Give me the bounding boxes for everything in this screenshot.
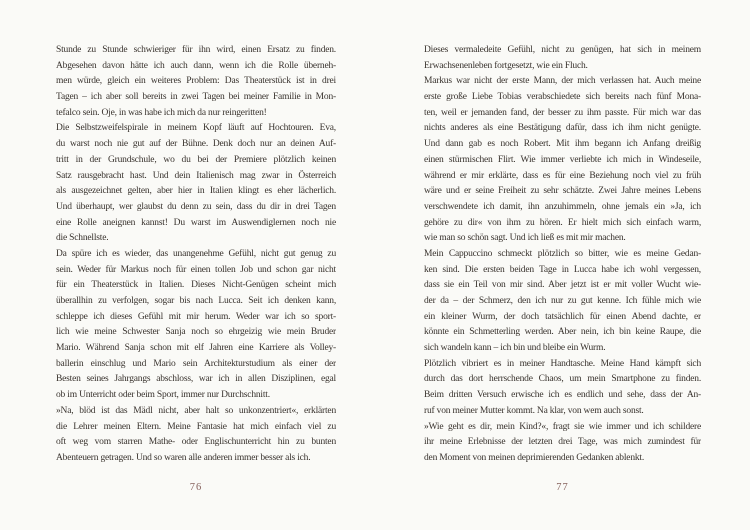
text-line: Mario. Während Sanja schon mit elf Jahren eine Karriere als Volley- — [56, 343, 336, 354]
text-line: erste große Liebe Tobias verabschiedete sich bereits nach fünf Mona- — [424, 92, 701, 103]
text-line: ein kleiner Wurm, der doch tatsächlich für einen Abend dachte, er — [424, 311, 701, 322]
text-line: »Wie geht es dir, mein Kind?«, fragt sie wie immer und ich schildere — [424, 421, 701, 432]
text-line: Tagen – ich aber soll bereits in zwei Tagen bei meiner Familie in Mon- — [56, 92, 336, 103]
text-line: einen stürmischen Flirt. Wie immer verliebte ich mich in Windeseile, — [424, 154, 701, 165]
text-line: Abgesehen davon hätte ich auch dann, wenn ich die Rolle überneh- — [56, 60, 336, 71]
text-line: Abenteuern getragen. Und so waren alle anderen immer besser als ich. — [56, 452, 311, 463]
text-line: men würde, gleich ein weiteres Problem: Das Theaterstück ist in drei — [56, 76, 336, 87]
text-line: den Moment von meinen deprimierenden Gedanken ablenkt. — [424, 452, 645, 463]
text-line: lich wie meine Schwester Sanja noch so ehrgeizig wie mein Bruder — [56, 327, 336, 338]
text-line: Plötzlich vibriert es in meiner Handtasche. Meine Hand kämpft sich — [424, 358, 701, 369]
page-77-text-block — [424, 43, 701, 467]
text-line: die Schnellste. — [56, 233, 109, 244]
text-line: ihr meine Erlebnisse der letzten drei Tage, was mich zumindest für — [424, 437, 701, 448]
text-line: ballerin einschlug und Mario sein Architekturstudium als einer der — [56, 358, 336, 369]
text-line: Erwachsenenleben fortgesetzt, wie ein Fluch. — [424, 60, 588, 71]
text-line: durch das dort herrschende Chaos, um mein Smartphone zu finden. — [424, 374, 701, 385]
text-line: sein. Weder für Markus noch für einen tollen Job und schon gar nicht — [56, 264, 336, 275]
text-line: verschwendete ich damit, ihn anzuhimmeln, ohne jemals ein »Ja, ich — [424, 201, 701, 212]
text-line: ken sind. Die ersten beiden Tage in Lucca habe ich wohl vergessen, — [424, 264, 701, 275]
text-line: Markus war nicht der erste Mann, der mich verlassen hat. Auch meine — [424, 76, 701, 87]
text-line: tefalco sein. Oje, in was habe ich mich da nur reingeritten! — [56, 107, 267, 118]
text-line: ob im Unterricht oder beim Sport, immer nur Durchschnitt. — [56, 390, 270, 401]
text-line: schleppe ich dieses Gefühl mit mir herum. Weder war ich so sport- — [56, 311, 336, 322]
text-line: sich wandeln kann – ich bin und bleibe ein Wurm. — [424, 343, 606, 354]
page-number-left: 76 — [189, 482, 203, 493]
text-line: Dieses vermaledeite Gefühl, nicht zu genügen, hat sich in meinem — [424, 45, 701, 55]
page-number-right: 77 — [556, 482, 569, 493]
text-line: die Lehrer meinen Eltern. Meine Fantasie hat mich einfach viel zu — [56, 421, 336, 432]
text-line: ten, weil er jemanden fand, der besser zu ihm passte. Für mich war das — [424, 107, 701, 118]
text-line: überallhin zu verfolgen, sogar bis nach Lucca. Seit ich denken kann, — [56, 296, 336, 306]
text-line: tritt in der Grundschule, wo du bei der Premiere plötzlich keinen — [56, 154, 336, 165]
text-line: der da – der Schmerz, den ich nur zu gut kenne. Ich fühle mich wie — [424, 296, 701, 306]
text-line: während er mir erklärte, dass es für eine Beziehung noch viel zu früh — [424, 170, 701, 181]
text-line: eine Rolle aneignen kannst! Du warst im Auswendiglernen noch nie — [56, 217, 336, 228]
text-line: gehöre zu dir« von ihm zu hören. Er hielt mich sich einfach warm, — [424, 217, 701, 228]
text-line: oft weg vom starren Mathe- oder Englischunterricht hin zu bunten — [56, 437, 336, 448]
text-line: Und überhaupt, wer glaubst du denn zu sein, dass du dir in drei Tagen — [56, 201, 336, 212]
text-line: wie man so schön sagt. Und ich ließ es mit mir machen. — [424, 233, 626, 244]
text-line: Die Selbstzweifelspirale in meinem Kopf läuft auf Hochtouren. Eva, — [56, 123, 336, 134]
text-line: ruf von meiner Mutter kommt. Na klar, von wem auch sonst. — [424, 405, 644, 416]
text-line: als ausgezeichnet gelten, aber hier in Italien klingt es eher lächerlich. — [56, 186, 336, 197]
text-line: Da spüre ich es wieder, das unangenehme Gefühl, nicht gut genug zu — [56, 248, 336, 259]
text-line: nichts anderes als eine Bestätigung dafür, dass ich ihm nicht genügte. — [424, 123, 701, 134]
text-line: für ein Theaterstück in Italien. Dieses Nicht-Genügen scheint mich — [56, 280, 336, 291]
text-line: könnte ein Schmetterling werden. Aber nein, ich bin keine Raupe, die — [424, 327, 701, 338]
text-line: Satz rausgebracht hast. Und dein Italienisch mag zwar in Österreich — [56, 170, 336, 181]
text-line: dass sie ein Teil von mir sind. Aber jetzt ist er mit voller Wucht wie- — [424, 280, 701, 291]
text-line: Besten seines Jahrgangs abschloss, war ich in allen Disziplinen, egal — [56, 374, 336, 385]
text-line: du warst noch nie gut auf der Bühne. Denk doch nur an deinen Auf- — [56, 139, 336, 150]
text-line: Mein Cappuccino schmeckt plötzlich so bitter, wie es meine Gedan- — [424, 248, 701, 259]
text-line: Und dann gab es noch Robert. Mit ihm begann ich Anfang dreißig — [424, 139, 701, 150]
text-line: wäre und er seine Freiheit zu sehr schätzte. Zwei Jahre meines Lebens — [424, 186, 701, 197]
text-line: Beim dritten Versuch erwische ich es endlich und sehe, dass der An- — [424, 390, 701, 401]
text-line: Stunde zu Stunde schwieriger für ihn wird, einen Ersatz zu finden. — [56, 45, 336, 55]
text-line: »Na, blöd ist das Mädl nicht, aber halt so unkonzentriert«, erklärten — [56, 405, 336, 416]
page-76-text-block — [56, 43, 336, 467]
